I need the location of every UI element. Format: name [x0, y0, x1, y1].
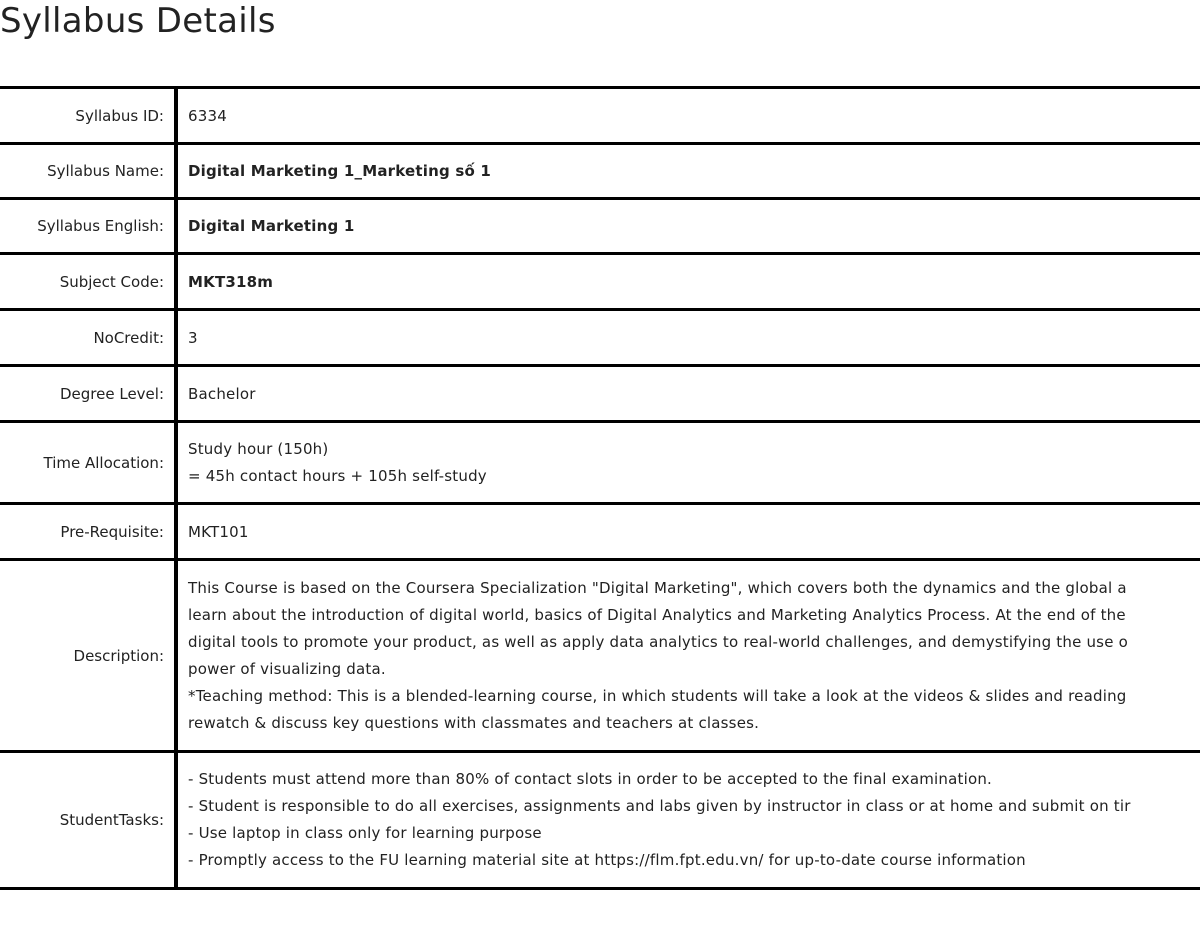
row-degree-level: [0, 366, 1200, 422]
syllabus-name-label: Syllabus Name:: [0, 144, 176, 199]
student-task-item: - Student is responsible to do all exercises, assignments and labs given by instructor in class or at home and submit on tir: [188, 797, 1131, 815]
description-line: power of visualizing data.: [188, 659, 386, 678]
row-time-allocation: [0, 422, 1200, 504]
time-allocation-label: Time Allocation:: [0, 422, 176, 504]
degree-level-value: Bachelor: [188, 384, 256, 403]
student-task-item: - Students must attend more than 80% of contact slots in order to be accepted to the final examination.: [188, 770, 993, 788]
row-syllabus-id: [0, 88, 1200, 144]
time-allocation-value: [176, 422, 1200, 504]
description-label: Description:: [0, 560, 176, 752]
row-pre-requisite: [0, 504, 1200, 560]
syllabus-id-label: Syllabus ID:: [0, 88, 176, 144]
degree-level-label: Degree Level:: [0, 366, 176, 422]
description-line: This Course is based on the Coursera Specialization "Digital Marketing", which covers both the dynamics and the global a: [188, 578, 1127, 597]
subject-code-label: Subject Code:: [0, 254, 176, 310]
time-allocation-line: = 45h contact hours + 105h self-study: [188, 466, 487, 485]
student-task-item: - Promptly access to the FU learning material site at https://flm.fpt.edu.vn/ for up-to-date course information: [188, 851, 1026, 869]
row-no-credit: [0, 310, 1200, 366]
pre-requisite-label: Pre-Requisite:: [0, 504, 176, 560]
row-syllabus-name: [0, 144, 1200, 199]
syllabus-english-value: Digital Marketing 1: [188, 217, 355, 235]
page-title: Syllabus Details: [0, 1, 276, 41]
subject-code-value: MKT318m: [188, 272, 274, 291]
row-subject-code: [0, 254, 1200, 310]
time-allocation-line: Study hour (150h): [188, 439, 329, 458]
student-tasks-label: StudentTasks:: [0, 752, 176, 889]
description-line: *Teaching method: This is a blended-learning course, in which students will take a look at the videos & slides and reading: [188, 686, 1127, 705]
description-value: [176, 560, 1200, 752]
syllabus-id-value: 6334: [188, 106, 227, 125]
no-credit-label: NoCredit:: [0, 310, 176, 366]
row-syllabus-english: [0, 199, 1200, 254]
row-student-tasks: [0, 752, 1200, 889]
description-line: digital tools to promote your product, as well as apply data analytics to real-world challenges, and demystifying the use o: [188, 632, 1128, 651]
student-task-item: - Use laptop in class only for learning purpose: [188, 824, 542, 842]
description-line: learn about the introduction of digital world, basics of Digital Analytics and Marketing Analytics Process. At the end of the: [188, 605, 1126, 624]
no-credit-value: 3: [188, 328, 198, 347]
syllabus-english-label: Syllabus English:: [0, 199, 176, 254]
pre-requisite-value: MKT101: [188, 522, 249, 541]
syllabus-details-table: [0, 86, 1200, 890]
student-tasks-value: [176, 752, 1200, 889]
syllabus-name-value: Digital Marketing 1_Marketing số 1: [188, 162, 492, 180]
row-description: [0, 560, 1200, 752]
description-line: rewatch & discuss key questions with classmates and teachers at classes.: [188, 713, 760, 732]
